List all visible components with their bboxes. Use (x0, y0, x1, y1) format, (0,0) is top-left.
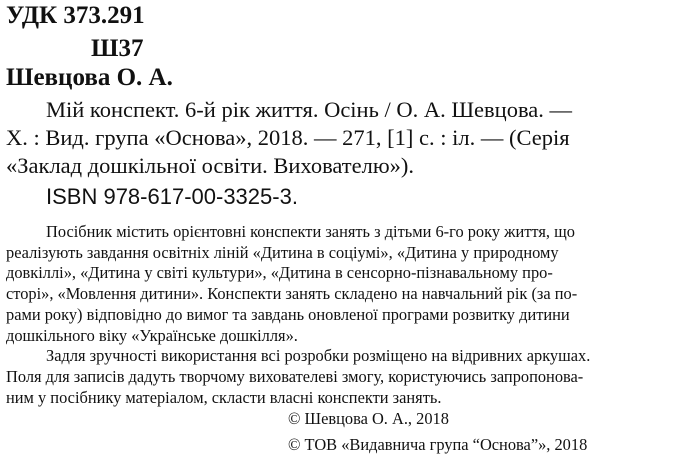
description-line: Х. : Вид. група «Основа», 2018. — 271, [1] с. : іл. — (Серія (6, 125, 570, 150)
bibliographic-description (6, 96, 694, 180)
abstract-line: довкіллі», «Дитина у світі культури», «Дитина в сенсорно-пізнавальному про- (6, 263, 553, 283)
abstract (6, 222, 696, 408)
isbn: ISBN 978-617-00-3325-3. (46, 184, 298, 209)
abstract-line: сторі», «Мовлення дитини». Конспекти занять складено на навчальний рік (за по- (6, 284, 578, 304)
abstract-line: Посібник містить орієнтовні конспекти занять з дітьми 6-го року життя, що (46, 222, 575, 241)
abstract-line: Поля для записів дадуть творчому вихователеві змогу, користуючись запропонова- (6, 366, 584, 386)
abstract-line: Задля зручності використання всі розробки розміщено на відривних аркушах. (46, 346, 591, 366)
copyright-author: © Шевцова О. А., 2018 (288, 409, 449, 428)
udk-code: УДК 373.291 (6, 2, 145, 29)
copyright-publisher: © ТОВ «Видавнича група “Основа”», 2018 (288, 435, 588, 454)
abstract-line: ним у посібнику матеріалом, скласти власні конспекти занять. (6, 387, 442, 407)
description-line: Мій конспект. 6-й рік життя. Осінь / О. А. Шевцова. — (46, 97, 573, 122)
abstract-line: рами року) відповідно до вимог та завдань оновленої програми розвитку дитини (6, 304, 570, 324)
author-name: Шевцова О. А. (6, 64, 173, 91)
description-line: «Заклад дошкільної освіти. Вихователю»). (6, 153, 415, 178)
bbk-code: Ш37 (91, 35, 144, 62)
abstract-line: реалізують завдання освітніх ліній «Дитина в соціумі», «Дитина у природному (6, 242, 559, 262)
abstract-line: дошкільного віку «Українське дошкілля». (6, 325, 298, 345)
